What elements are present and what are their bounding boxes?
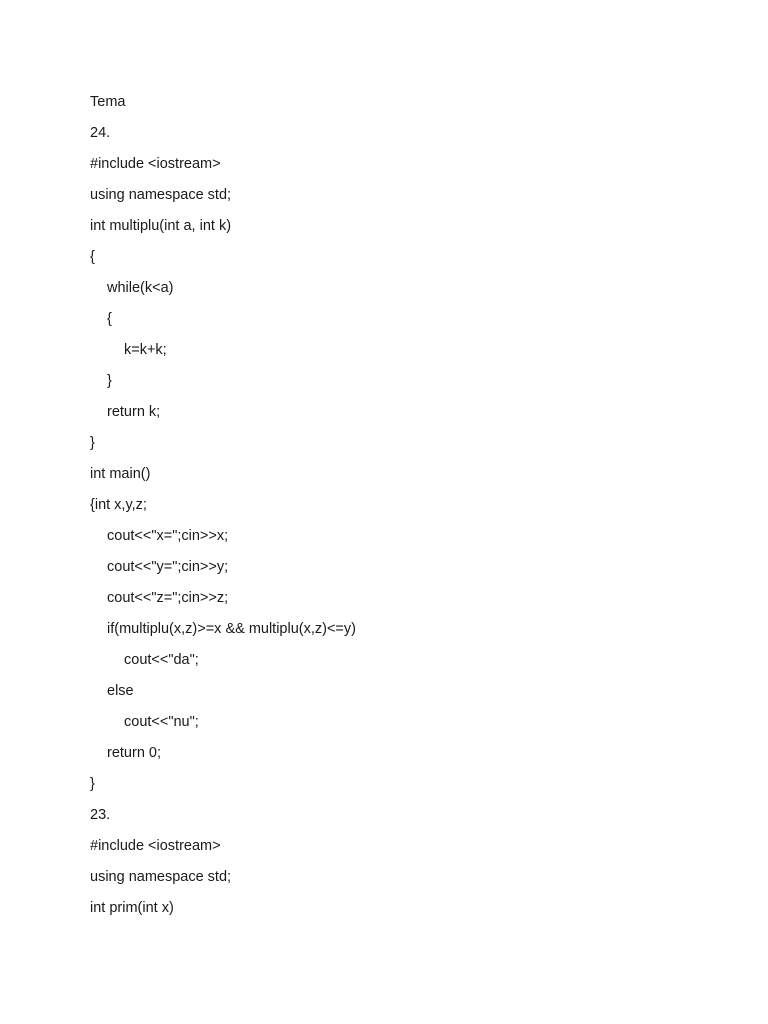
code-line: #include <iostream> [90,838,221,854]
code-line: cout<<"da"; [124,652,199,668]
document-title: Tema [90,94,126,110]
code-line: int prim(int x) [90,900,174,916]
code-line: k=k+k; [124,342,167,358]
code-line: while(k<a) [107,280,174,296]
code-line: cout<<"x=";cin>>x; [107,528,229,544]
document-body [90,91,710,928]
code-line: if(multiplu(x,z)>=x && multiplu(x,z)<=y) [107,621,356,637]
code-line: using namespace std; [90,187,232,203]
code-line: return 0; [107,745,161,761]
code-line: using namespace std; [90,869,232,885]
code-line: #include <iostream> [90,156,221,172]
exercise-number: 23. [90,807,111,823]
code-line: {int x,y,z; [90,497,147,513]
code-line: cout<<"y=";cin>>y; [107,559,229,575]
code-line: } [107,373,112,389]
code-line: } [90,776,95,792]
code-line: { [107,311,112,327]
code-line: } [90,435,95,451]
code-line: else [107,683,134,699]
code-line: return k; [107,404,161,420]
code-line: int main() [90,466,151,482]
code-line: { [90,249,95,265]
code-line: cout<<"z=";cin>>z; [107,590,229,606]
code-line: cout<<"nu"; [124,714,199,730]
exercise-number: 24. [90,125,111,141]
code-line: int multiplu(int a, int k) [90,218,232,234]
